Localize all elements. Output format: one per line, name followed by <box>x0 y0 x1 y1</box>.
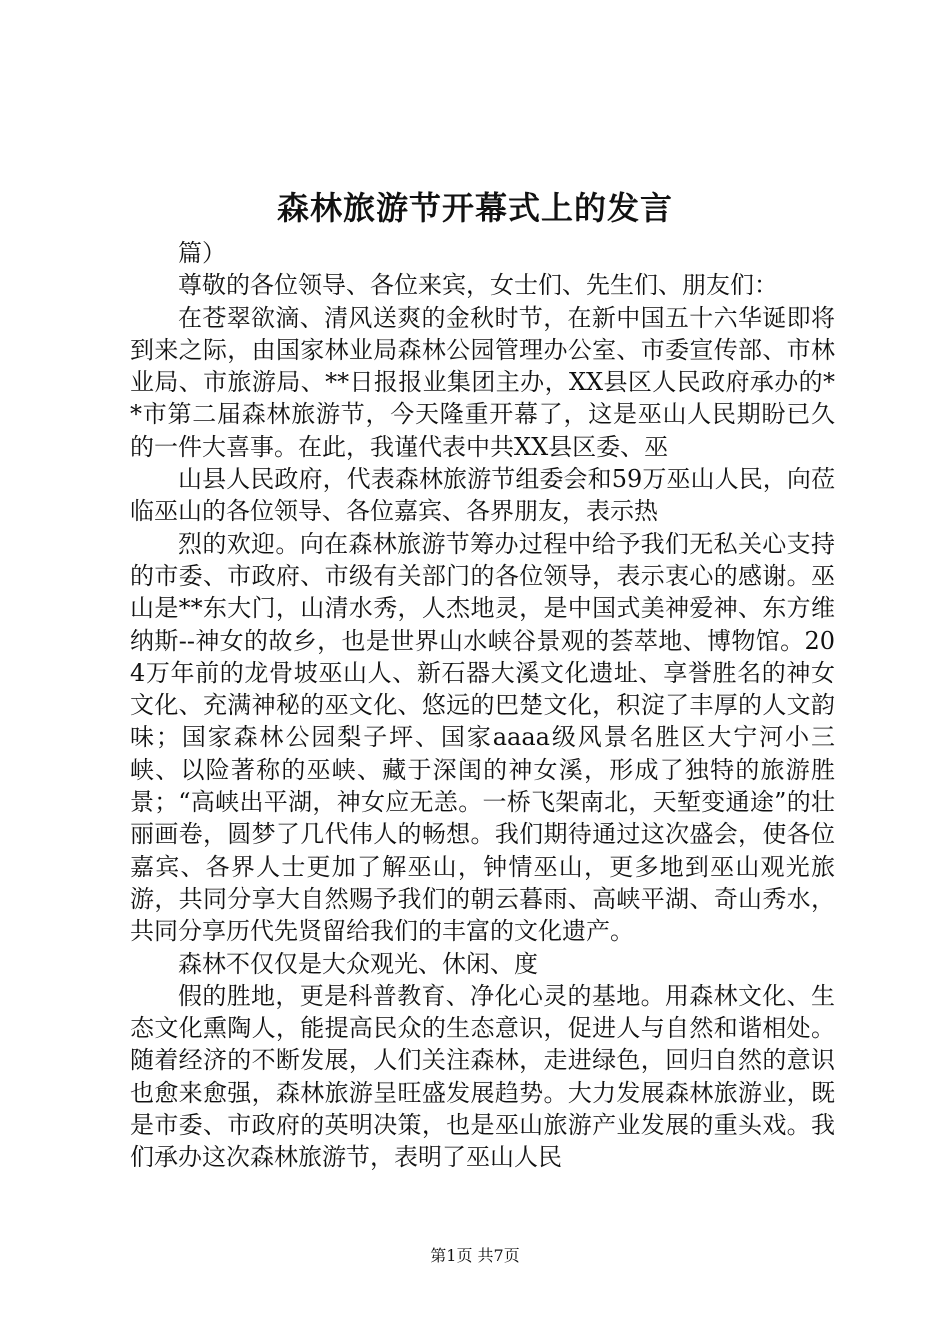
paragraph-fragment: 篇） <box>178 239 226 267</box>
document-body <box>130 237 835 1174</box>
paragraph-welcome: 山县人民政府，代表森林旅游节组委会和59万巫山人民，向莅临巫山的各位领导、各位嘉宾、各界朋友，表示热 <box>130 465 835 526</box>
paragraph-forest-tourism: 假的胜地，更是科普教育、净化心灵的基地。用森林文化、生态文化熏陶人，能提高民众的生态意识，促进人与自然和谐相处。随着经济的不断发展，人们关注森林，走进绿色，回归自然的意识也愈来愈强，森林旅游呈旺盛发展趋势。大力发展森林旅游业，既是市委、市政府的英明决策，也是巫山旅游产业发展的重头戏。我们承办这次森林旅游节，表明了巫山人民 <box>130 981 835 1172</box>
paragraph-wushan-intro: 烈的欢迎。向在森林旅游节筹办过程中给予我们无私关心支持的市委、市政府、市级有关部门的各位领导，表示衷心的感谢。巫山是**东大门，山清水秀，人杰地灵，是中国式美神爱神、东方维纳斯--神女的故乡，也是世界山水峡谷景观的荟萃地、博物馆。204万年前的龙骨坡巫山人、新石器大溪文化遗址、享誉胜名的神女文化、充满神秘的巫文化、悠远的巴楚文化，积淀了丰厚的人文韵味；国家森林公园梨子坪、国家aaaa级风景名胜区大宁河小三峡、以险著称的巫峡、藏于深闺的神女溪，形成了独特的旅游胜景；“高峡出平湖，神女应无恙。一桥飞架南北，天堑变通途”的壮丽画卷，圆梦了几代伟人的畅想。我们期待通过这次盛会，使各位嘉宾、各界人士更加了解巫山，钟情巫山，更多地到巫山观光旅游，共同分享大自然赐予我们的朝云暮雨、高峡平湖、奇山秀水，共同分享历代先贤留给我们的丰富的文化遗产。 <box>130 529 835 946</box>
document-title: 森林旅游节开幕式上的发言 <box>276 189 673 227</box>
page-number-footer: 第1页 共7页 <box>430 1246 520 1265</box>
paragraph-forest-lead: 森林不仅仅是大众观光、休闲、度 <box>178 949 538 978</box>
paragraph-opening: 在苍翠欲滴、清风送爽的金秋时节，在新中国五十六华诞即将到来之际，由国家林业局森林公园管理办公室、市委宣传部、市林业局、市旅游局、**日报报业集团主办，XX县区人民政府承办的**市第二届森林旅游节，今天隆重开幕了，这是巫山人民期盼已久的一件大喜事。在此，我谨代表中共XX县区委、巫 <box>130 303 835 461</box>
paragraph-salutation: 尊敬的各位领导、各位来宾，女士们、先生们、朋友们： <box>178 271 778 300</box>
